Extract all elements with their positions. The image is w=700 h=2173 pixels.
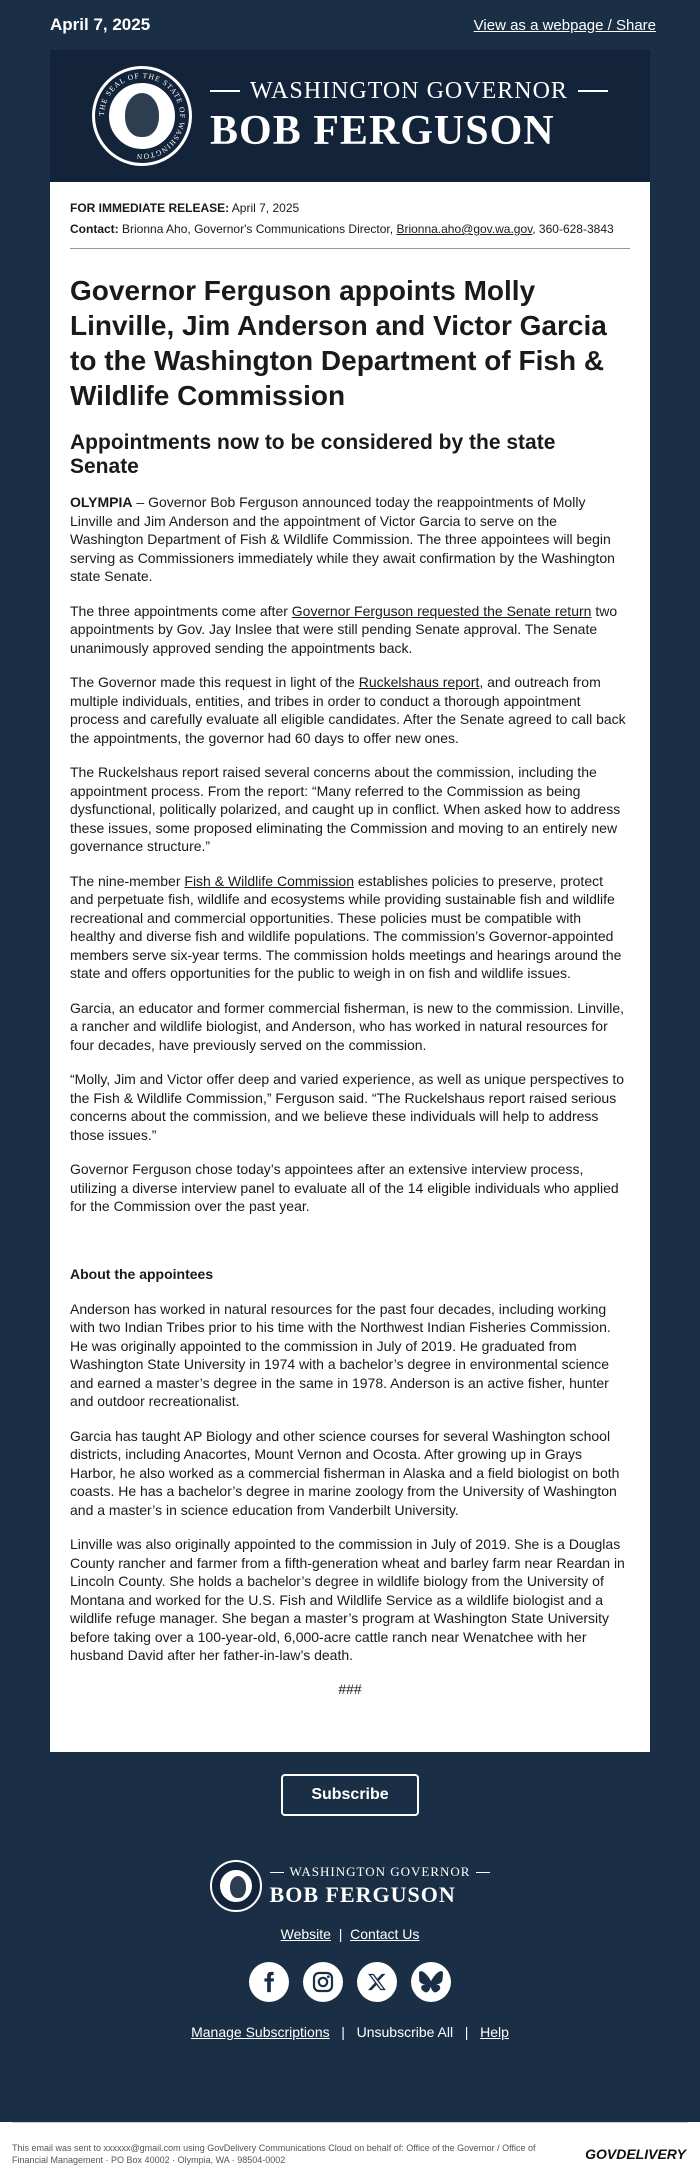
paragraph-2: The three appointments come after Governor Ferguson requested the Senate return two appointments by Gov. Jay Inslee that were still pending Senate approval. The Senate unanimously approved sending the appointments back. <box>70 602 618 656</box>
email-notice: This email was sent to xxxxxx@gmail.com using GovDelivery Communications Cloud on behalf of: Office of the Governor / Office of Financial Management · PO Box 40002 · Olympia, WA · 98504-0002 <box>12 2143 536 2165</box>
end-mark: ### <box>338 1680 362 1697</box>
footer-links: Website | Contact Us <box>280 1926 420 1942</box>
contact-label: Contact: <box>70 222 119 236</box>
release-meta-date: April 7, 2025 <box>231 201 300 215</box>
release-date: April 7, 2025 <box>50 15 151 34</box>
contact-email-link[interactable]: Brionna.aho@gov.wa.gov <box>396 222 533 236</box>
paragraph-anderson: Anderson has worked in natural resources for the past four decades, including working with two Indian Tribes prior to his time with the Northwest Indian Fisheries Commission. He was originally appointed to the commission in July of 2019. He graduated from Washington State University in 1974 with a bachelor’s degree in environmental science and earned a master’s degree in the same in 1978. Anderson is an active fisher, hunter and outdoor recreationalist. <box>70 1300 611 1409</box>
unsubscribe-all-link[interactable]: Unsubscribe All <box>356 2024 454 2040</box>
view-as-webpage-link[interactable]: View as a webpage / Share <box>473 16 656 34</box>
divider <box>70 248 630 249</box>
release-meta <box>70 198 630 240</box>
about-heading: About the appointees <box>70 1265 214 1282</box>
page-subtitle: Appointments now to be considered by the state Senate <box>70 431 556 478</box>
release-label: FOR IMMEDIATE RELEASE: <box>70 201 230 215</box>
paragraph-5: The nine-member Fish & Wildlife Commission establishes policies to preserve, protect and perpetuate fish, wildlife and ecosystems while providing sustainable fish and wildlife recreational and commercial opportunities. These policies must be compatible with healthy and diverse fish and wildlife populations. The commission’s Governor-appointed members serve six-year terms. The commission holds meetings and hearings around the state and offers opportunities for the public to weigh in on fish and wildlife issues. <box>70 872 622 981</box>
paragraph-7: “Molly, Jim and Victor offer deep and varied experience, as well as unique perspectives to the Fish & Wildlife Commission,” Ferguson said. “The Ruckelshaus report raised serious concerns about the commission, and we believe these individuals will help to address those issues.” <box>70 1071 625 1143</box>
social-links <box>0 1962 700 2002</box>
contact-text: Brionna Aho, Governor's Communications Director, <box>122 222 394 236</box>
website-link[interactable]: Website <box>280 1926 331 1942</box>
email-notice-bar <box>0 2122 700 2173</box>
help-link[interactable]: Help <box>480 2024 509 2040</box>
bluesky-icon[interactable] <box>411 1962 451 2002</box>
dateline: OLYMPIA <box>70 494 133 510</box>
manage-links: Manage Subscriptions | Unsubscribe All | Help <box>191 2024 509 2040</box>
govdelivery-logo: GOVDELIVERY <box>585 2146 686 2162</box>
paragraph-1: OLYMPIA – Governor Bob Ferguson announced today the reappointments of Molly Linville and Jim Anderson and the appointment of Victor Garcia to serve on the Washington Department of Fish & Wildlife Commission. The three appointees will begin serving as Commissioners immediately while they await confirmation by the Washington state Senate. <box>70 494 615 584</box>
subscribe-button[interactable]: Subscribe <box>281 1774 418 1816</box>
footer-brand-small: WASHINGTON GOVERNOR <box>289 1864 471 1879</box>
state-seal-icon <box>92 66 192 166</box>
paragraph-4: The Ruckelshaus report raised several concerns about the commission, including the appointment process. From the report: “Many referred to the Commission as being dysfunctional, politically polarized, and caught up in conflict. When asked how to address these issues, some proposed eliminating the Commission and moving to an entirely new governance structure.” <box>70 764 621 854</box>
footer-brand-big: BOB FERGUSON <box>269 1882 456 1907</box>
governor-brand <box>210 78 608 155</box>
footer-brand <box>0 1860 700 1912</box>
facebook-icon[interactable] <box>249 1962 289 2002</box>
contact-phone: , 360-628-3843 <box>532 222 614 236</box>
paragraph-linville: Linville was also originally appointed to the commission in July of 2019. She is a Douglas County rancher and farmer from a fifth-generation wheat and barley farm near Reardan in Lincoln County. She holds a bachelor’s degree in wildlife biology from the University of Montana and worked for the U.S. Fish and Wildlife Service as a wildlife biologist and a wildlife refuge manager. She began a master’s program at Washington State University before taking over a 100-year-old, 6,000-acre cattle ranch near Wenatchee with her husband David after her father-in-law’s death. <box>70 1536 625 1663</box>
page-title: Governor Ferguson appoints Molly Linville, Jim Anderson and Victor Garcia to the Washington Department of Fish & Wildlife Commission <box>70 275 607 411</box>
ruckelshaus-report-link[interactable]: Ruckelshaus report <box>358 674 480 690</box>
paragraph-8: Governor Ferguson chose today’s appointees after an extensive interview process, utilizing a diverse interview panel to evaluate all of the 14 eligible individuals who applied for the Commission over the past year. <box>70 1161 619 1214</box>
commission-link[interactable]: Fish & Wildlife Commission <box>184 872 354 889</box>
manage-subscriptions-link[interactable]: Manage Subscriptions <box>191 2024 330 2040</box>
instagram-icon[interactable] <box>303 1962 343 2002</box>
header-banner <box>50 50 650 182</box>
paragraph-3: The Governor made this request in light of the Ruckelshaus report, and outreach from multiple individuals, entities, and tribes in order to conduct a thorough appointment process and carefully evaluate all eligible candidates. After the Senate agreed to call back the appointments, the governor had 60 days to offer new ones. <box>70 674 626 746</box>
paragraph-6: Garcia, an educator and former commercial fisherman, is new to the commission. Linville, a rancher and wildlife biologist, and Anderson, who has worked in natural resources for four decades, have previously served on the commission. <box>70 999 624 1053</box>
footer-seal-icon <box>210 1860 262 1912</box>
x-icon[interactable] <box>357 1962 397 2002</box>
brand-big-text: BOB FERGUSON <box>210 107 555 154</box>
top-bar <box>0 0 700 50</box>
brand-small-text: WASHINGTON GOVERNOR <box>250 77 568 104</box>
senate-return-link[interactable]: Governor Ferguson requested the Senate return <box>291 602 592 619</box>
contact-us-link[interactable]: Contact Us <box>350 1926 420 1942</box>
paragraph-garcia: Garcia has taught AP Biology and other science courses for several Washington school districts, including Anacortes, Mount Vernon and Ocosta. After growing up in Grays Harbor, he also worked as a commercial fisherman in Alaska and a field biologist on both coasts. He has a bachelor’s degree in marine zoology from the University of Washington and a master’s in science education from Vanderbilt University. <box>70 1427 620 1518</box>
press-release-body <box>50 182 650 1752</box>
seal-text: THE SEAL OF THE STATE OF WASHINGTON <box>96 70 188 162</box>
